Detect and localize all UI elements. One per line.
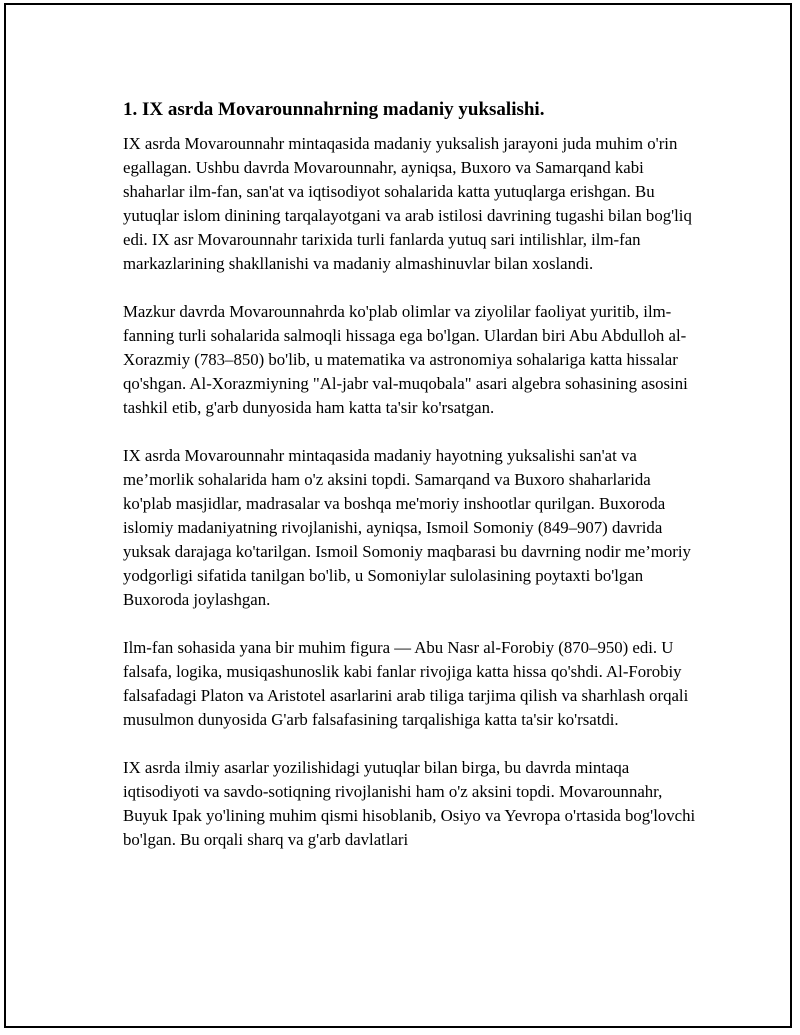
- paragraph-3: IX asrda Movarounnahr mintaqasida madaniy hayotning yuksalishi san'at va me’morlik sohalarida ham o'z aksini topdi. Samarqand va Buxoro shaharlarida ko'plab masjidlar, madrasalar va boshqa me'moriy inshootlar qurilgan. Buxoroda islomiy madaniyatning rivojlanishi, ayniqsa, Ismoil Somoniy (849–907) davrida yuksak darajaga ko'tarilgan. Ismoil Somoniy maqbarasi bu davrning nodir me’moriy yodgorligi sifatida tanilgan bo'lib, u Somoniylar sulolasining poytaxti bo'lgan Buxoroda joylashgan.: [123, 446, 691, 609]
- paragraph-4: Ilm-fan sohasida yana bir muhim figura — Abu Nasr al-Forobiy (870–950) edi. U falsafa, logika, musiqashunoslik kabi fanlar rivojiga katta hissa qo'shdi. Al-Forobiy falsafadagi Platon va Aristotel asarlarini arab tiliga tarjima qilish va sharhlash orqali musulmon dunyosida G'arb falsafasining tarqalishiga katta ta'sir ko'rsatdi.: [123, 638, 689, 729]
- paragraph-5: IX asrda ilmiy asarlar yozilishidagi yutuqlar bilan birga, bu davrda mintaqa iqtisodiyoti va savdo-sotiqning rivojlanishi ham o'z aksini topdi. Movarounnahr, Buyuk Ipak yo'lining muhim qismi hisoblanib, Osiyo va Yevropa o'rtasida bog'lovchi bo'lgan. Bu orqali sharq va g'arb davlatlari: [123, 758, 696, 849]
- paragraph-1: IX asrda Movarounnahr mintaqasida madaniy yuksalish jarayoni juda muhim o'rin egallagan. Ushbu davrda Movarounnahr, ayniqsa, Buxoro va Samarqand kabi shaharlar ilm-fan, san'at va iqtisodiyot sohalarida katta yutuqlarga erishgan. Bu yutuqlar islom dinining tarqalayotgani va arab istilosi davrining tugashi bilan bog'liq edi. IX asr Movarounnahr tarixida turli fanlarda yutuq sari intilishlar, ilm-fan markazlarining shakllanishi va madaniy almashinuvlar bilan xoslandi.: [123, 134, 692, 273]
- paragraph-2: Mazkur davrda Movarounnahrda ko'plab olimlar va ziyolilar faoliyat yuritib, ilm-fanning turli sohalarida salmoqli hissaga ega bo'lgan. Ulardan biri Abu Abdulloh al-Xorazmiy (783–850) bo'lib, u matematika va astronomiya sohalariga katta hissalar qo'shgan. Al-Xorazmiyning "Al-jabr val-muqobala" asari algebra sohasining asosini tashkil etib, g'arb dunyosida ham katta ta'sir ko'rsatgan.: [123, 302, 688, 417]
- document-body: [123, 95, 703, 876]
- section-title: 1. IX asrda Movarounnahrning madaniy yuksalishi.: [123, 99, 545, 120]
- page-frame: [4, 3, 792, 1028]
